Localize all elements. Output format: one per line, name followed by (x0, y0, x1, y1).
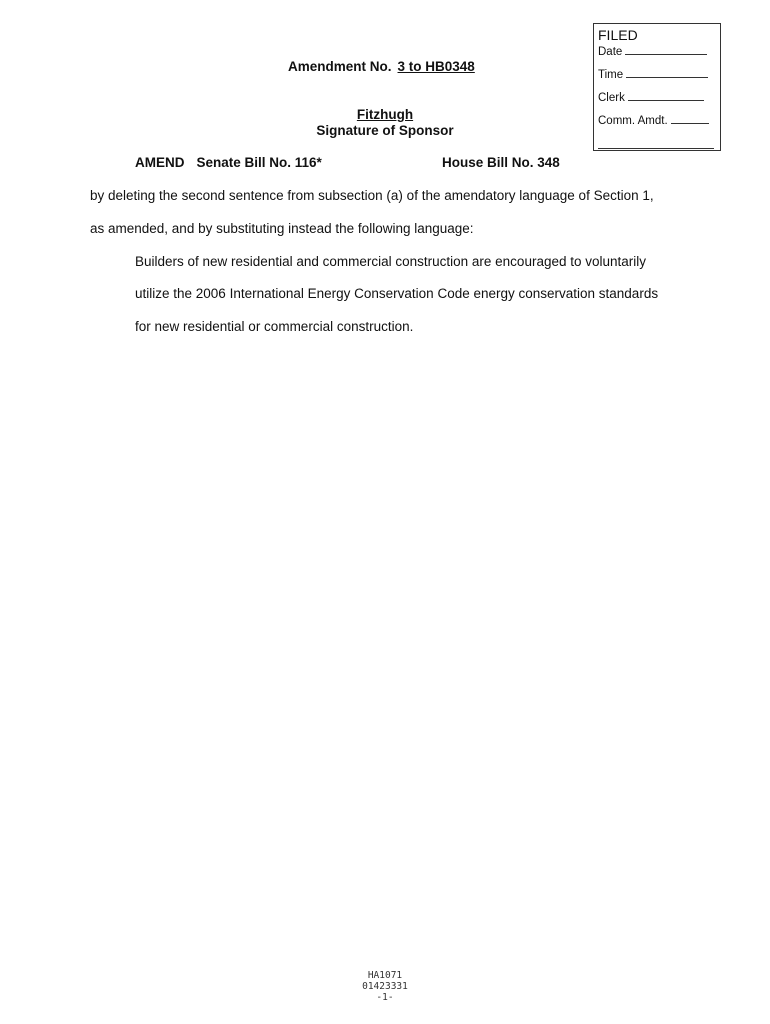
house-bill-number: House Bill No. 348 (442, 155, 560, 170)
footer-number: 01423331 (362, 981, 408, 992)
filed-date-label: Date (598, 46, 623, 58)
filed-date-blank (625, 44, 707, 55)
amendment-number: 3 to HB0348 (397, 59, 475, 74)
filed-time-label: Time (598, 69, 624, 81)
filed-clerk-label: Clerk (598, 92, 625, 104)
footer-code: HA1071 (367, 970, 403, 981)
filed-clerk-row (598, 90, 704, 104)
sponsor-name: Fitzhugh (356, 107, 414, 122)
quoted-language-line-2: utilize the 2006 International Energy Conservation Code energy conservation standards (135, 286, 659, 301)
amendment-label: Amendment No. (288, 59, 392, 74)
body-line-2: as amended, and by substituting instead the following language: (90, 221, 474, 236)
filed-comm-amdt-label: Comm. Amdt. (598, 115, 668, 127)
filed-time-blank (626, 67, 708, 78)
filed-date-row (598, 44, 707, 58)
filed-bottom-line (598, 148, 714, 149)
quoted-language-line-3: for new residential or commercial construction. (135, 319, 414, 334)
amendment-number-line (288, 59, 475, 74)
footer-page-number: -1- (376, 992, 394, 1003)
page-footer (0, 970, 770, 1003)
amend-line (135, 155, 322, 170)
body-line-1: by deleting the second sentence from subsection (a) of the amendatory language of Section 1, (90, 188, 654, 203)
filed-time-row (598, 67, 708, 81)
quoted-language-line-1: Builders of new residential and commercial construction are encouraged to voluntarily (135, 254, 647, 269)
senate-bill-number: Senate Bill No. 116* (196, 155, 322, 170)
filed-title: FILED (598, 27, 638, 43)
sponsor-signature-label: Signature of Sponsor (316, 123, 454, 138)
filed-clerk-blank (628, 90, 704, 101)
amend-keyword: AMEND (135, 155, 185, 170)
